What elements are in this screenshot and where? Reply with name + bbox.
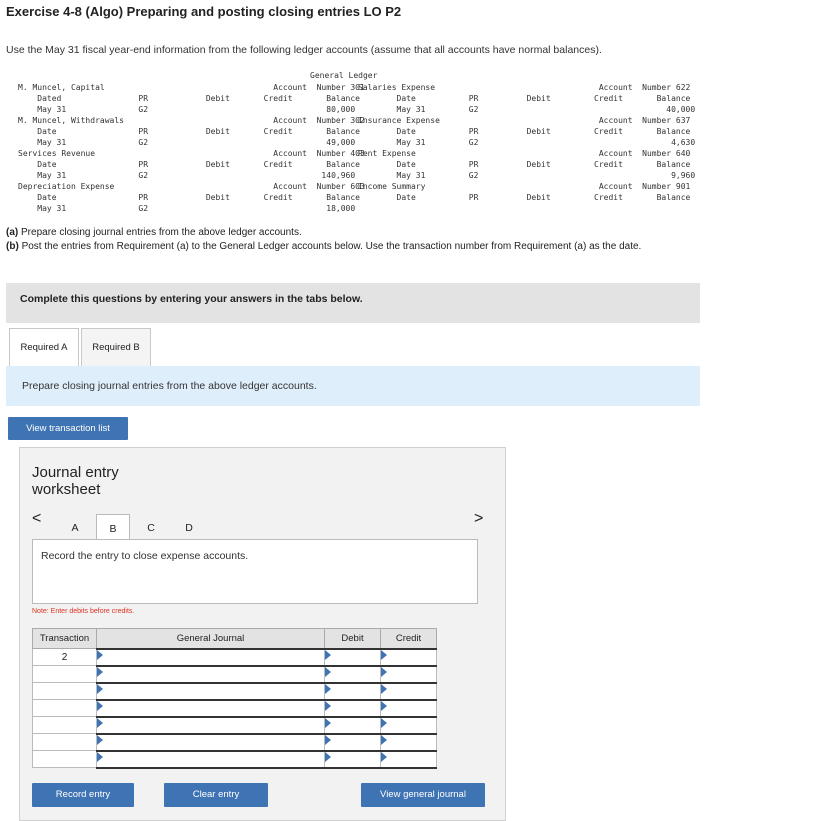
debit-input[interactable] <box>325 717 381 734</box>
credit-input[interactable] <box>381 666 437 683</box>
transaction-cell <box>33 751 97 768</box>
ledger-line: May 31 G2 140,960 <box>18 171 356 180</box>
entry-instruction-text: Record the entry to close expense accounts. <box>41 550 249 562</box>
worksheet-nav-d[interactable]: D <box>185 522 193 534</box>
credit-input[interactable] <box>381 751 437 768</box>
journal-header-row <box>33 629 437 649</box>
journal-row <box>33 717 437 734</box>
requirement-b <box>6 240 714 254</box>
account-input[interactable] <box>97 751 325 768</box>
col-general-journal: General Journal <box>97 629 325 649</box>
ledger-line: May 31 G2 4,630 <box>358 138 696 147</box>
complete-instructions-bar <box>6 283 700 323</box>
ledger-line: May 31 G2 80,000 <box>18 105 356 114</box>
ledger-line: Date PR Debit Credit Balance <box>358 193 691 202</box>
ledger-line: Date PR Debit Credit Balance <box>18 127 360 136</box>
journal-row <box>33 700 437 717</box>
requirement-a-text: Prepare closing journal entries from the above ledger accounts. <box>21 227 302 238</box>
ledger-line: Salaries Expense Account Number 622 <box>358 83 691 92</box>
prev-arrow-icon[interactable]: < <box>32 510 42 527</box>
worksheet-nav-a[interactable]: A <box>71 522 79 534</box>
debit-input[interactable] <box>325 649 381 666</box>
journal-row <box>33 649 437 666</box>
requirement-prompt <box>6 366 700 406</box>
account-input[interactable] <box>97 649 325 666</box>
transaction-cell <box>33 734 97 751</box>
transaction-cell <box>33 666 97 683</box>
worksheet-nav-b[interactable]: B <box>96 514 130 542</box>
account-input[interactable] <box>97 734 325 751</box>
col-transaction: Transaction <box>33 629 97 649</box>
debit-input[interactable] <box>325 666 381 683</box>
ledger-line: M. Muncel, Withdrawals Account Number 302 <box>18 116 365 125</box>
record-entry-button[interactable]: Record entry <box>32 783 134 807</box>
journal-row <box>33 683 437 700</box>
ledger-line: Date PR Debit Credit Balance <box>358 160 691 169</box>
account-input[interactable] <box>97 700 325 717</box>
dropdown-marker-icon <box>325 718 331 728</box>
next-arrow-icon[interactable]: > <box>474 510 484 527</box>
complete-instructions-text: Complete this questions by entering your answers in the tabs below. <box>20 293 363 305</box>
journal-table <box>32 628 437 769</box>
debit-input[interactable] <box>325 751 381 768</box>
debits-note: Note: Enter debits before credits. <box>32 608 135 615</box>
journal-entry-worksheet <box>19 447 506 821</box>
dropdown-marker-icon <box>325 701 331 711</box>
worksheet-nav-c[interactable]: C <box>147 522 155 534</box>
dropdown-marker-icon <box>381 701 387 711</box>
ledger-line: Date PR Debit Credit Balance <box>18 193 360 202</box>
dropdown-marker-icon <box>325 752 331 762</box>
view-transaction-list-button[interactable]: View transaction list <box>8 417 128 440</box>
tab-required-b[interactable]: Required B <box>81 328 151 367</box>
ledger-header: General Ledger <box>310 71 378 80</box>
col-credit: Credit <box>381 629 437 649</box>
col-debit: Debit <box>325 629 381 649</box>
dropdown-marker-icon <box>381 684 387 694</box>
credit-input[interactable] <box>381 683 437 700</box>
dropdown-marker-icon <box>325 667 331 677</box>
requirement-prompt-text: Prepare closing journal entries from the above ledger accounts. <box>22 380 317 392</box>
intro-text: Use the May 31 fiscal year-end information from the following ledger accounts (assume that all accounts have normal balances). <box>6 44 602 56</box>
worksheet-title-line1: Journal entry <box>32 464 119 481</box>
entry-instruction-box <box>32 539 478 604</box>
ledger-left-column <box>18 82 365 214</box>
ledger-line: Depreciation Expense Account Number 603 <box>18 182 365 191</box>
dropdown-marker-icon <box>97 684 103 694</box>
transaction-cell <box>33 683 97 700</box>
ledger-line: May 31 G2 18,000 <box>18 204 356 213</box>
dropdown-marker-icon <box>381 735 387 745</box>
credit-input[interactable] <box>381 717 437 734</box>
ledger-line: Services Revenue Account Number 403 <box>18 149 365 158</box>
ledger-line: M. Muncel, Capital Account Number 301 <box>18 83 365 92</box>
journal-row <box>33 751 437 768</box>
dropdown-marker-icon <box>97 752 103 762</box>
dropdown-marker-icon <box>381 650 387 660</box>
account-input[interactable] <box>97 717 325 734</box>
requirement-b-label: (b) <box>6 241 19 252</box>
transaction-number: 2 <box>33 649 97 666</box>
debit-input[interactable] <box>325 734 381 751</box>
ledger-line: Date PR Debit Credit Balance <box>358 94 691 103</box>
dropdown-marker-icon <box>381 718 387 728</box>
ledger-line: Dated PR Debit Credit Balance <box>18 94 360 103</box>
dropdown-marker-icon <box>97 718 103 728</box>
requirement-b-text: Post the entries from Requirement (a) to the General Ledger accounts below. Use the transaction number from Requirement (a) as the date. <box>21 241 642 252</box>
ledger-line: May 31 G2 49,000 <box>18 138 356 147</box>
dropdown-marker-icon <box>97 735 103 745</box>
requirement-a-label: (a) <box>6 227 19 238</box>
credit-input[interactable] <box>381 734 437 751</box>
credit-input[interactable] <box>381 700 437 717</box>
ledger-line: Rent Expense Account Number 640 <box>358 149 691 158</box>
dropdown-marker-icon <box>325 650 331 660</box>
page-title: Exercise 4-8 (Algo) Preparing and posting closing entries LO P2 <box>6 4 402 19</box>
transaction-cell <box>33 700 97 717</box>
view-general-journal-button[interactable]: View general journal <box>361 783 485 807</box>
worksheet-title-line2: worksheet <box>32 481 101 498</box>
ledger-line: Income Summary Account Number 901 <box>358 182 691 191</box>
ledger-line: May 31 G2 9,960 <box>358 171 696 180</box>
transaction-cell <box>33 717 97 734</box>
ledger-line: Insurance Expense Account Number 637 <box>358 116 691 125</box>
debit-input[interactable] <box>325 700 381 717</box>
ledger-line: Date PR Debit Credit Balance <box>358 127 691 136</box>
dropdown-marker-icon <box>97 667 103 677</box>
ledger-line: May 31 G2 40,000 <box>358 105 696 114</box>
credit-input[interactable] <box>381 649 437 666</box>
journal-row <box>33 734 437 751</box>
dropdown-marker-icon <box>97 701 103 711</box>
ledger-right-column <box>358 82 695 203</box>
journal-row <box>33 666 437 683</box>
account-input[interactable] <box>97 683 325 700</box>
tab-required-a[interactable]: Required A <box>9 328 79 367</box>
account-input[interactable] <box>97 666 325 683</box>
dropdown-marker-icon <box>325 735 331 745</box>
ledger-line: Date PR Debit Credit Balance <box>18 160 360 169</box>
dropdown-marker-icon <box>381 752 387 762</box>
dropdown-marker-icon <box>325 684 331 694</box>
clear-entry-button[interactable]: Clear entry <box>164 783 268 807</box>
debit-input[interactable] <box>325 683 381 700</box>
dropdown-marker-icon <box>381 667 387 677</box>
worksheet-title <box>32 464 119 498</box>
requirement-a <box>6 226 711 240</box>
dropdown-marker-icon <box>97 650 103 660</box>
